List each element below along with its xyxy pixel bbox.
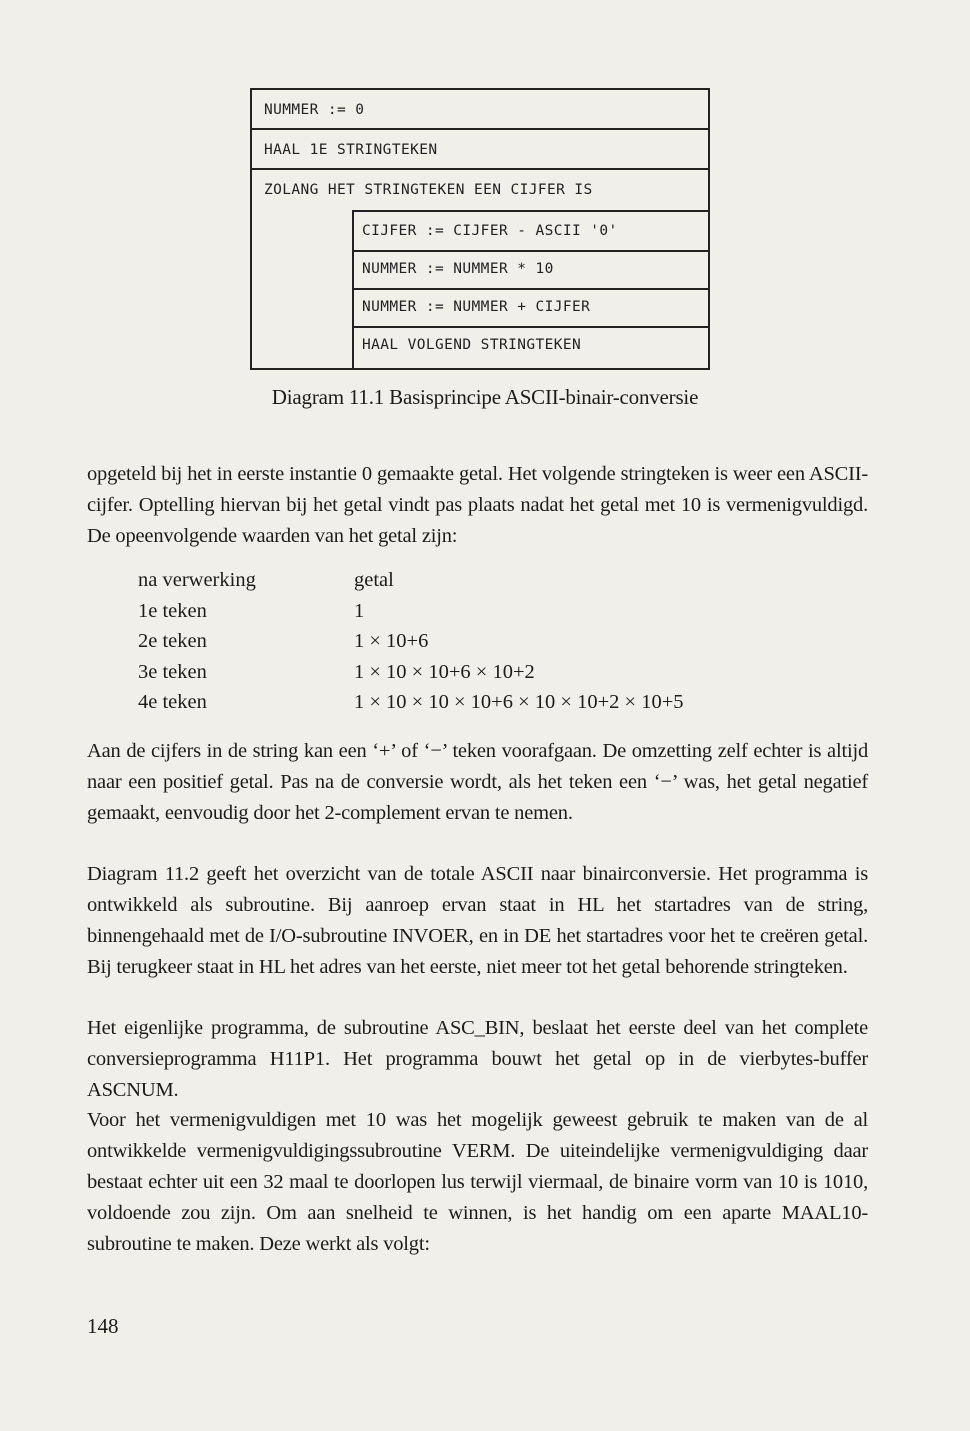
diagram-step: HAAL 1E STRINGTEKEN: [252, 130, 708, 170]
table-cell: 1 × 10 × 10+6 × 10+2: [354, 660, 535, 683]
table-cell: 1e teken: [138, 599, 207, 622]
paragraph: opgeteld bij het in eerste instantie 0 gemaakte getal. Het volgende stringteken is weer een ASCII-cijfer. Optelling hiervan bij het getal vindt pas plaats nadat het getal met 10 is vermenigvuldigd. De opeenvolgende waarden van het getal zijn:: [87, 463, 868, 547]
nassi-shneiderman-diagram: [250, 88, 710, 370]
table-row: [138, 596, 838, 627]
table-cell: 4e teken: [138, 691, 207, 713]
paragraph: Voor het vermenigvuldigen met 10 was het mogelijk geweest gebruik te maken van de al ontwikkelde vermenigvuldigingssubroutine VERM. De uiteindelijke vermenigvuldiging daar bestaat echter uit een 32 maal te doorlopen lus terwijl viermaal, de binaire vorm van 10 is 1010, voldoende zou zijn. Om aan snelheid te winnen, is het handig om een aparte MAAL10-subroutine te maken. Deze werkt als volgt:: [87, 1109, 868, 1255]
diagram-loop-step: HAAL VOLGEND STRINGTEKEN: [362, 337, 582, 353]
diagram-loop-step: NUMMER := NUMMER + CIJFER: [354, 288, 708, 328]
paragraph: Het eigenlijke programma, de subroutine ASC_BIN, beslaat het eerste deel van het complete conversieprogramma H11P1. Het programma bouwt het getal op in de vierbytes-buffer ASCNUM.: [87, 1017, 868, 1101]
table-cell: 2e teken: [138, 630, 207, 652]
page-number: 148: [87, 1314, 119, 1338]
table-row: [138, 626, 838, 657]
table-row: [138, 657, 838, 688]
diagram-loop-body: [352, 210, 708, 368]
table-header: getal: [354, 569, 394, 591]
diagram-loop-header: ZOLANG HET STRINGTEKEN EEN CIJFER IS: [264, 182, 593, 198]
table-cell: 1: [354, 599, 365, 622]
diagram-loop-step: NUMMER := NUMMER * 10: [354, 250, 708, 290]
diagram-loop-step: CIJFER := CIJFER - ASCII '0': [354, 212, 708, 252]
paragraph: Aan de cijfers in de string kan een ‘+’ of ‘−’ teken voorafgaan. De omzetting zelf echter is altijd naar een positief getal. Pas na de conversie wordt, als het teken een ‘−’ was, het getal negatief gemaakt, eenvoudig door het 2-complement ervan te nemen.: [87, 740, 868, 824]
table-header-row: [138, 565, 838, 596]
diagram-caption: Diagram 11.1 Basisprincipe ASCII-binair-conversie: [271, 385, 699, 409]
table-cell: 1 × 10 × 10 × 10+6 × 10 × 10+2 × 10+5: [354, 691, 684, 713]
table-row: [138, 687, 838, 718]
paragraph: Diagram 11.2 geeft het overzicht van de totale ASCII naar binairconversie. Het programma is ontwikkeld als subroutine. Bij aanroep ervan staat in HL het startadres van de string, binnengehaald met de I/O-subroutine INVOER, en in DE het startadres voor het te creëren getal. Bij terugkeer staat in HL het adres van het eerste, niet meer tot het getal behorende stringteken.: [87, 863, 868, 978]
table-cell: 1 × 10+6: [354, 630, 429, 652]
table-cell: 3e teken: [138, 660, 207, 683]
value-table: [138, 565, 838, 718]
table-header: na verwerking: [138, 569, 256, 591]
diagram-step: NUMMER := 0: [252, 90, 708, 130]
